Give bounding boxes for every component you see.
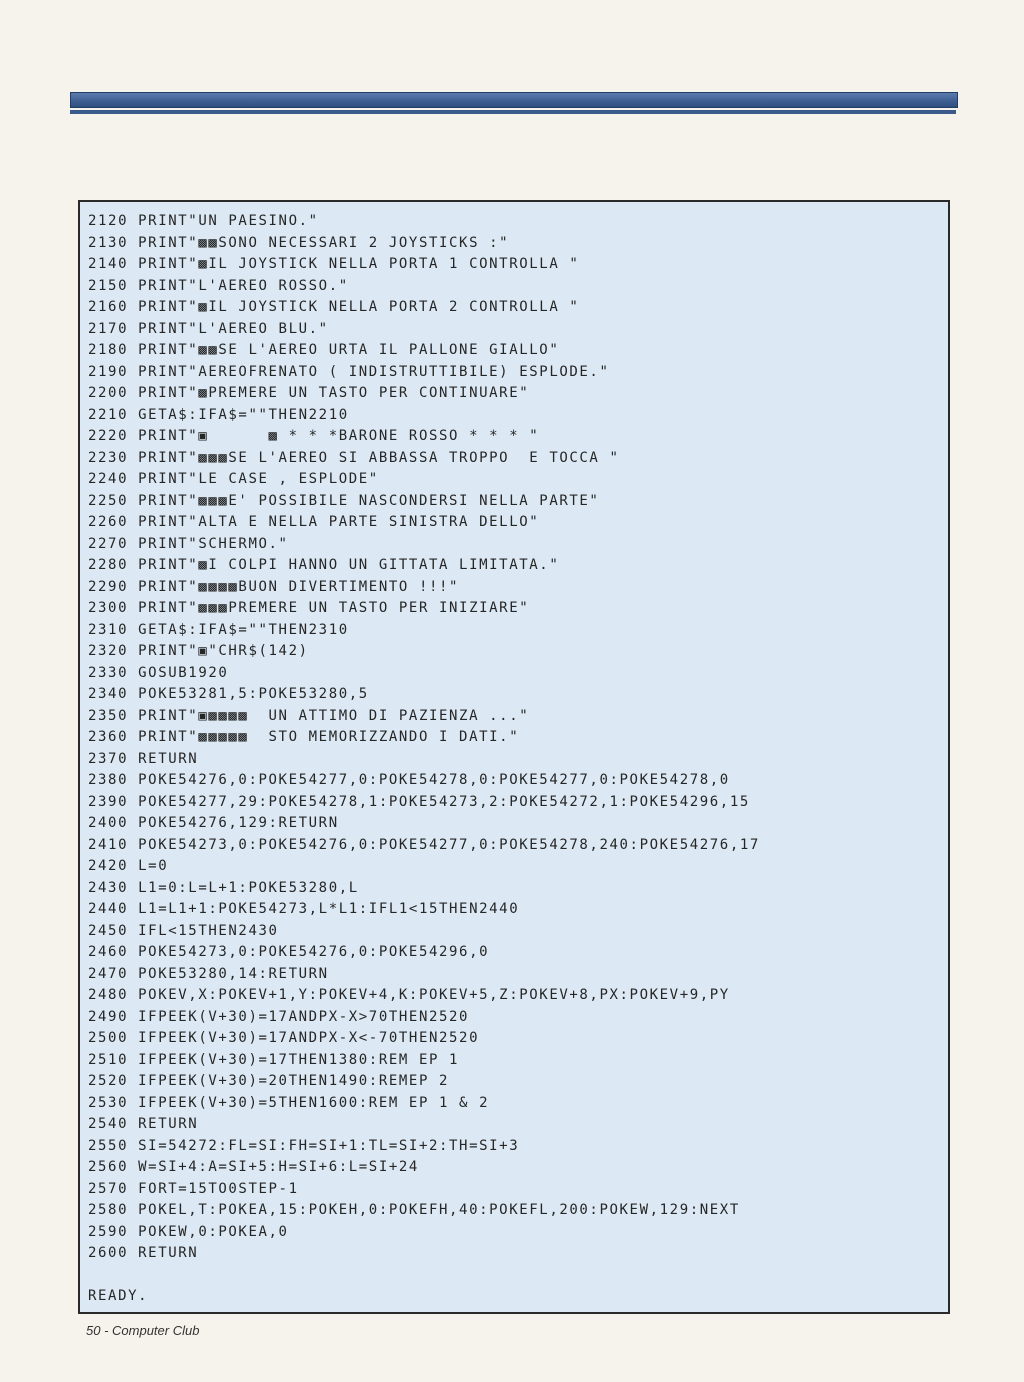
code-line: 2240 PRINT"LE CASE , ESPLODE" [88,471,379,487]
code-line: 2290 PRINT"▩▩▩▩BUON DIVERTIMENTO !!!" [88,578,460,595]
code-line: 2190 PRINT"AEREOFRENATO ( INDISTRUTTIBILE) ESPLODE." [88,363,610,380]
code-line: 2490 IFPEEK(V+30)=17ANDPX-X>70THEN2520 [88,1008,470,1025]
code-line: 2130 PRINT"▩▩SONO NECESSARI 2 JOYSTICKS :" [88,234,510,251]
code-line: 2560 W=SI+4:A=SI+5:H=SI+6:L=SI+24 [88,1159,419,1175]
code-line: 2410 POKE54273,0:POKE54276,0:POKE54277,0:POKE54278,240:POKE54276,17 [88,836,760,853]
code-line: 2370 RETURN [88,750,199,767]
code-line: 2180 PRINT"▩▩SE L'AEREO URTA IL PALLONE GIALLO" [88,342,560,358]
code-line: 2440 L1=L1+1:POKE54273,L*L1:IFL1<15THEN2440 [88,901,520,917]
code-line: 2510 IFPEEK(V+30)=17THEN1380:REM EP 1 [88,1051,460,1068]
code-listing [78,200,950,1314]
code-line: 2230 PRINT"▩▩▩SE L'AEREO SI ABBASSA TROPPO E TOCCA " [88,449,620,466]
code-line: 2350 PRINT"▣▩▩▩▩ UN ATTIMO DI PAZIENZA ..." [88,707,530,724]
code-line: 2250 PRINT"▩▩▩E' POSSIBILE NASCONDERSI NELLA PARTE" [88,492,600,509]
page-footer: 50 - Computer Club [86,1323,200,1338]
code-line: 2270 PRINT"SCHERMO." [88,535,289,552]
code-line: 2590 POKEW,0:POKEA,0 [88,1223,289,1240]
code-line: 2450 IFL<15THEN2430 [88,922,279,939]
code-line: 2300 PRINT"▩▩▩PREMERE UN TASTO PER INIZIARE" [88,600,530,616]
code-line: 2330 GOSUB1920 [88,664,229,681]
code-line: 2280 PRINT"▩I COLPI HANNO UN GITTATA LIMITATA." [88,557,560,573]
code-line: 2380 POKE54276,0:POKE54277,0:POKE54278,0:POKE54277,0:POKE54278,0 [88,772,730,788]
code-line: 2170 PRINT"L'AEREO BLU." [88,320,329,337]
code-line: 2530 IFPEEK(V+30)=5THEN1600:REM EP 1 & 2 [88,1094,490,1111]
code-line: 2360 PRINT"▩▩▩▩▩ STO MEMORIZZANDO I DATI." [88,729,520,745]
code-line: 2430 L1=0:L=L+1:POKE53280,L [88,879,359,896]
code-line: 2210 GETA$:IFA$=""THEN2210 [88,406,349,423]
code-line: 2310 GETA$:IFA$=""THEN2310 [88,621,349,638]
code-line: 2470 POKE53280,14:RETURN [88,965,329,982]
code-line: 2540 RETURN [88,1116,199,1132]
code-line: 2400 POKE54276,129:RETURN [88,815,339,831]
code-line: 2460 POKE54273,0:POKE54276,0:POKE54296,0 [88,944,490,960]
code-line: 2150 PRINT"L'AEREO ROSSO." [88,277,349,294]
code-line: 2390 POKE54277,29:POKE54278,1:POKE54273,2:POKE54272,1:POKE54296,15 [88,793,750,810]
code-line: 2520 IFPEEK(V+30)=20THEN1490:REMEP 2 [88,1073,450,1089]
code-line: 2320 PRINT"▣"CHR$(142) [88,643,309,659]
code-line: 2480 POKEV,X:POKEV+1,Y:POKEV+4,K:POKEV+5,Z:POKEV+8,PX:POKEV+9,PY [88,987,730,1003]
code-line: 2420 L=0 [88,858,169,874]
code-lines [88,211,760,1265]
code-line: 2120 PRINT"UN PAESINO." [88,213,319,229]
header-bar [70,92,958,108]
code-line: 2580 POKEL,T:POKEA,15:POKEH,0:POKEFH,40:POKEFL,200:POKEW,129:NEXT [88,1202,740,1218]
code-line: 2220 PRINT"▣ ▩ * * *BARONE ROSSO * * * " [88,428,540,444]
code-line: 2550 SI=54272:FL=SI:FH=SI+1:TL=SI+2:TH=SI+3 [88,1137,520,1154]
header-rule [70,110,956,114]
code-line: 2160 PRINT"▩IL JOYSTICK NELLA PORTA 2 CONTROLLA " [88,299,580,315]
code-line: 2570 FORT=15TO0STEP-1 [88,1180,299,1197]
code-line: 2140 PRINT"▩IL JOYSTICK NELLA PORTA 1 CONTROLLA " [88,256,580,272]
ready-prompt: READY. [88,1288,149,1304]
code-line: 2340 POKE53281,5:POKE53280,5 [88,686,369,702]
code-line: 2260 PRINT"ALTA E NELLA PARTE SINISTRA DELLO" [88,514,540,530]
code-line: 2600 RETURN [88,1245,199,1261]
code-line: 2200 PRINT"▩PREMERE UN TASTO PER CONTINUARE" [88,385,530,401]
code-line: 2500 IFPEEK(V+30)=17ANDPX-X<-70THEN2520 [88,1030,480,1046]
